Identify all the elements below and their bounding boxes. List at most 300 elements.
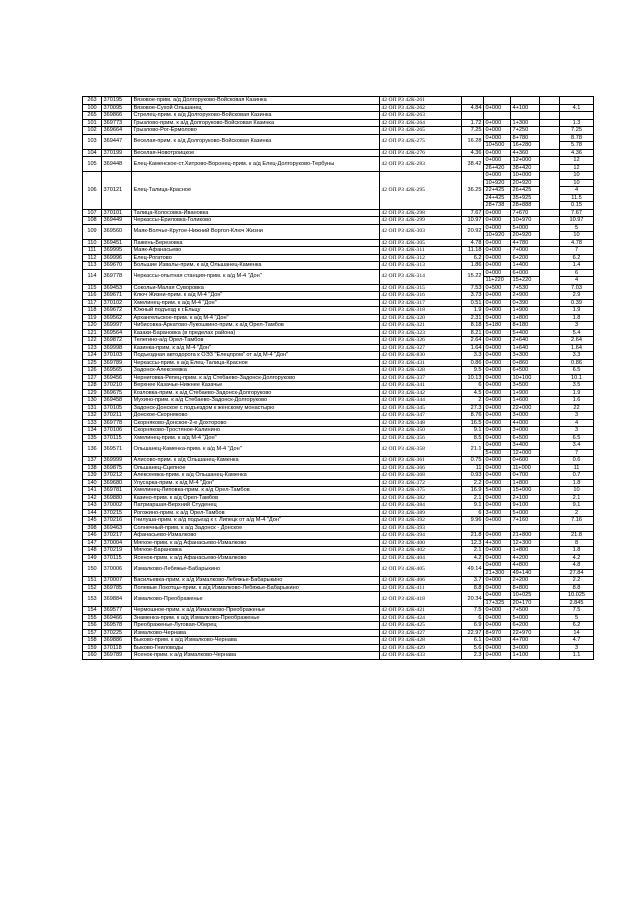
segment-end-cell-line: 6+200: [512, 622, 529, 628]
segment-end-cell: [511, 577, 540, 585]
segment-length-cell-line: 7.16: [571, 517, 582, 523]
row-number-cell: 131: [83, 404, 102, 412]
table-row: [83, 584, 594, 592]
blank-cell: [540, 434, 560, 442]
road-length-cell: 21.1: [462, 442, 484, 457]
road-code-cell: 42 ОП РЗ 42К-393: [380, 524, 462, 532]
road-length-cell: 2: [462, 397, 484, 405]
segment-length-cell-line: 21.8: [571, 532, 582, 538]
segment-end-cell-line: 3+000: [512, 427, 529, 433]
segment-end-cell: [511, 472, 540, 480]
road-name-cell: Измалково-Чернава: [132, 629, 380, 637]
road-code-cell: 42 ОП РЗ 42К-402: [380, 547, 462, 555]
segment-end-cell-line: 7+000: [512, 247, 529, 253]
road-name-cell: Маяк-Афанасьево: [132, 247, 380, 255]
segment-length-cell-line: 9.1: [572, 502, 581, 508]
segment-start-cell: [484, 382, 511, 390]
road-code-cell: 42 ОП РЗ 42К-295: [380, 172, 462, 210]
road-id-cell: 370007: [102, 577, 132, 585]
table-row: [83, 419, 594, 427]
road-code-cell: 42 ОП РЗ 42К-263: [380, 112, 462, 120]
road-name-cell: Рогожино-прим. к а/д Орел-Тамбов: [132, 509, 380, 517]
table-row: [83, 262, 594, 270]
segment-end-cell: [511, 539, 540, 547]
segment-end-cell-line: 0+860: [512, 359, 529, 366]
table-row: [83, 239, 594, 247]
road-length-cell: 0.86: [462, 359, 484, 367]
table-row: [83, 434, 594, 442]
blank-cell: [540, 404, 560, 412]
segment-end-cell: [511, 607, 540, 615]
segment-start-cell-line: 0+000: [485, 292, 502, 298]
table-row: [83, 479, 594, 487]
segment-start-cell: [484, 457, 511, 465]
segment-start-cell: [484, 127, 511, 135]
table-row: [83, 637, 594, 645]
blank-cell: [540, 172, 560, 210]
road-code-cell: 42 ОП РЗ 42К-358: [380, 442, 462, 457]
segment-end-cell-line: 4+100: [512, 104, 529, 111]
segment-end-cell-line: [511, 525, 539, 532]
blank-cell: [540, 584, 560, 592]
road-length-cell: 7.53: [462, 284, 484, 292]
row-number-cell: 110: [83, 239, 102, 247]
segment-start-cell-line: 0+000: [485, 494, 502, 501]
segment-end-cell: [511, 457, 540, 465]
road-id-cell: 369458: [102, 397, 132, 405]
segment-length-cell: [560, 652, 594, 660]
segment-end-cell: [511, 172, 540, 210]
row-number-cell: 101: [83, 119, 102, 127]
segment-end-cell: [511, 592, 540, 607]
row-number-cell: 157: [83, 629, 102, 637]
road-name-cell: Черкассы-опытная станция-прим. к а/д М-4 "Дон": [132, 269, 380, 284]
table-row: [83, 539, 594, 547]
segment-end-cell-line: 10+970: [512, 217, 532, 223]
row-number-cell: 155: [83, 614, 102, 622]
segment-start-cell-line: [484, 97, 510, 104]
segment-start-cell: [484, 427, 511, 435]
segment-start-cell-line: 0+000: [485, 427, 502, 433]
table-row: [83, 517, 594, 525]
blank-cell: [540, 637, 560, 645]
road-id-cell: 369671: [102, 292, 132, 300]
road-name-cell: Елец-Талица-Красное: [132, 172, 380, 210]
segment-end-cell: [511, 637, 540, 645]
segment-length-cell: [560, 374, 594, 382]
table-row: [83, 614, 594, 622]
segment-start-cell-line: 0+000: [485, 209, 502, 216]
segment-length-cell-line: 10.97: [569, 217, 584, 223]
segment-length-cell: [560, 442, 594, 457]
segment-start-cell: [484, 404, 511, 412]
road-name-cell: Васильевка-прим. к а/д Измалково-Лебяжье-Бабарыкино: [132, 577, 380, 585]
segment-start-cell-line: 0+000: [485, 442, 502, 448]
road-length-cell: 8.18: [462, 322, 484, 330]
segment-end-cell: [511, 382, 540, 390]
road-code-cell: 42 ОП РЗ 42К-326: [380, 337, 462, 345]
segment-end-cell: [511, 307, 540, 315]
table-row: [83, 404, 594, 412]
segment-length-cell-line: 4: [560, 276, 593, 284]
segment-length-cell-line: 1.8: [572, 314, 581, 321]
segment-start-cell-line: 0+000: [485, 622, 502, 628]
blank-cell: [540, 524, 560, 532]
road-id-cell: 369466: [102, 614, 132, 622]
row-number-cell: 120: [83, 322, 102, 330]
segment-start-cell: [484, 322, 511, 330]
segment-start-cell: [484, 329, 511, 337]
segment-start-cell: [484, 389, 511, 397]
row-number-cell: 132: [83, 412, 102, 420]
road-length-cell: 1.72: [462, 119, 484, 127]
segment-start-cell: [484, 224, 511, 239]
road-name-cell: Казаки-Барановка (в пределах района): [132, 329, 380, 337]
segment-start-cell-line: 0+000: [485, 344, 502, 351]
blank-cell: [540, 562, 560, 577]
table-row: [83, 344, 594, 352]
segment-start-cell-line: 0+000: [485, 412, 502, 418]
segment-end-cell-line: 2+200: [512, 577, 529, 583]
road-id-cell: 370216: [102, 517, 132, 525]
table-row: [83, 217, 594, 225]
row-number-cell: 116: [83, 292, 102, 300]
road-code-cell: 42 ОП РЗ 42К-350: [380, 427, 462, 435]
segment-start-cell-line: 5+180: [485, 322, 502, 328]
segment-length-cell-line: 12: [573, 157, 580, 163]
row-number-cell: 160: [83, 652, 102, 660]
segment-length-cell-line: 1.3: [572, 119, 581, 126]
segment-start-cell: [484, 344, 511, 352]
road-name-cell: Чибисовка-Аркатово-Лукошкино-прим. к а/д Орел-Тамбов: [132, 322, 380, 330]
segment-start-cell: [484, 502, 511, 510]
segment-start-cell-line: 0+000: [485, 404, 502, 411]
table-row: [83, 284, 594, 292]
segment-length-cell: [560, 299, 594, 307]
segment-end-cell-line: 5+000: [512, 614, 529, 621]
road-code-cell: 42 ОП РЗ 42К-305: [380, 239, 462, 247]
segment-length-cell: [560, 254, 594, 262]
blank-cell: [540, 292, 560, 300]
segment-end-cell: [511, 584, 540, 592]
row-number-cell: 143: [83, 502, 102, 510]
segment-end-cell-line: 15+000: [512, 487, 532, 493]
segment-end-cell: [511, 374, 540, 382]
road-name-cell: Вязовое-Сухой Ольшанец: [132, 104, 380, 112]
row-number-cell: 153: [83, 592, 102, 607]
segment-end-cell: [511, 299, 540, 307]
segment-end-cell-line: 22+970: [512, 629, 532, 636]
segment-start-cell-line: 0+000: [485, 464, 502, 471]
road-name-cell: Подъездная автодорога к ОЭЗ "Елецпром" от а/д М-4 "Дон": [132, 352, 380, 360]
blank-cell: [540, 554, 560, 562]
road-length-cell: 11.18: [462, 247, 484, 255]
row-number-cell: 146: [83, 532, 102, 540]
segment-end-cell-line: 7+530: [512, 284, 529, 291]
segment-length-cell: [560, 629, 594, 637]
segment-end-cell: [511, 97, 540, 105]
road-code-cell: 42 ОП РЗ 42К-316: [380, 292, 462, 300]
road-code-cell: 42 ОП РЗ 42К-372: [380, 479, 462, 487]
segment-end-cell: [511, 502, 540, 510]
segment-start-cell-line: 0+000: [485, 517, 502, 523]
segment-start-cell: [484, 524, 511, 532]
segment-length-cell-line: 4.8: [572, 562, 581, 568]
segment-end-cell-line: 5+400: [512, 329, 529, 336]
segment-end-cell: [511, 427, 540, 435]
road-name-cell: Веселая-Новотроицкое: [132, 149, 380, 157]
blank-cell: [540, 284, 560, 292]
segment-end-cell-line: 4+800: [512, 562, 529, 568]
segment-length-cell-line: 1.9: [572, 389, 581, 396]
road-length-cell: 6.2: [462, 254, 484, 262]
road-id-cell: 370105: [102, 404, 132, 412]
road-name-cell: Задонск-Донское с подъездом к женскому монастырю: [132, 404, 380, 412]
segment-end-cell: [511, 104, 540, 112]
road-name-cell: Грызлово-Рог-Ермолово: [132, 127, 380, 135]
segment-length-cell-line: 5: [574, 614, 579, 621]
road-length-cell: 21.8: [462, 532, 484, 540]
blank-cell: [540, 464, 560, 472]
segment-end-cell-line: 35+925: [511, 194, 539, 202]
segment-start-cell: [484, 254, 511, 262]
blank-cell: [540, 127, 560, 135]
road-id-cell: 369778: [102, 269, 132, 284]
road-name-cell: Измалково-Лебяжье-Бабарыкино: [132, 562, 380, 577]
segment-length-cell-line: 5: [574, 224, 579, 231]
segment-start-cell-line: 0+000: [485, 307, 502, 313]
segment-end-cell: [511, 487, 540, 495]
table-row: [83, 644, 594, 652]
road-id-cell: 369565: [102, 367, 132, 375]
road-id-cell: 369680: [102, 479, 132, 487]
row-number-cell: 140: [83, 479, 102, 487]
segment-length-cell-line: 1.6: [572, 397, 581, 403]
road-code-cell: 42 ОП РЗ 42К-405: [380, 562, 462, 577]
segment-end-cell: [511, 127, 540, 135]
road-name-cell: Ключ Жизни-прим. к а/д М-4 "Дон": [132, 292, 380, 300]
segment-start-cell-line: 11+220: [484, 276, 510, 284]
road-code-cell: 42 ОП РЗ 42К-265: [380, 127, 462, 135]
road-code-cell: 42 ОП РЗ 42К-411: [380, 584, 462, 592]
table-row: [83, 592, 594, 607]
blank-cell: [540, 157, 560, 172]
segment-length-cell: [560, 584, 594, 592]
segment-start-cell: [484, 614, 511, 622]
segment-end-cell: [511, 247, 540, 255]
segment-start-cell: [484, 562, 511, 577]
blank-cell: [540, 479, 560, 487]
segment-length-cell-line: 1.9: [572, 307, 581, 313]
road-code-cell: 42 ОП РЗ 42К-433: [380, 652, 462, 660]
road-code-cell: 42 ОП РЗ 42К-303: [380, 224, 462, 239]
segment-length-cell-line: 10: [573, 172, 580, 178]
road-id-cell: 370199: [102, 149, 132, 157]
segment-end-cell-line: 28+888: [511, 201, 539, 209]
table-row: [83, 247, 594, 255]
road-code-cell: 42 ОП РЗ 42К-313: [380, 262, 462, 270]
road-length-cell: [462, 524, 484, 532]
road-code-cell: 42 ОП РЗ 42К-311: [380, 247, 462, 255]
segment-end-cell-line: 10+000: [512, 172, 532, 178]
segment-end-cell: [511, 554, 540, 562]
segment-end-cell-line: 1+100: [512, 652, 529, 658]
road-length-cell: 20.92: [462, 224, 484, 239]
segment-end-cell-line: 3+000: [512, 644, 529, 651]
road-id-cell: 370215: [102, 509, 132, 517]
segment-length-cell: [560, 427, 594, 435]
road-name-cell: Ольшанец-Каменка-прим. к а/д М-4 "Дон": [132, 442, 380, 457]
segment-length-cell: [560, 359, 594, 367]
segment-start-cell: [484, 644, 511, 652]
table-row: [83, 314, 594, 322]
segment-length-cell-line: [560, 97, 593, 104]
blank-cell: [540, 652, 560, 660]
segment-start-cell: [484, 532, 511, 540]
road-name-cell: Грызлово-прим. к а/д Долгоруково-Войсковая Казинка: [132, 119, 380, 127]
segment-length-cell-line: 3: [574, 427, 579, 433]
road-id-cell: 369562: [102, 314, 132, 322]
segment-end-cell: [511, 314, 540, 322]
road-length-cell: 2.31: [462, 314, 484, 322]
segment-end-cell-line: [511, 112, 539, 119]
segment-start-cell: [484, 637, 511, 645]
road-name-cell: Скорняково-Тростяное-Калинино: [132, 427, 380, 435]
blank-cell: [540, 239, 560, 247]
road-name-cell: Ясенок-прим. к а/д Измалково-Чернава: [132, 652, 380, 660]
segment-start-cell-line: 22+425: [484, 186, 510, 194]
blank-cell: [540, 209, 560, 217]
segment-start-cell-line: 0+000: [485, 614, 502, 621]
road-length-cell: 38.42: [462, 157, 484, 172]
segment-start-cell-line: 0+000: [485, 652, 502, 658]
road-id-cell: 370115: [102, 434, 132, 442]
road-id-cell: 370006: [102, 562, 132, 577]
table-row: [83, 224, 594, 239]
row-number-cell: 121: [83, 329, 102, 337]
segment-length-cell: [560, 262, 594, 270]
segment-length-cell: [560, 307, 594, 315]
segment-end-cell-line: 4+000: [512, 419, 529, 426]
segment-end-cell-line: 1+900: [512, 389, 529, 396]
blank-cell: [540, 112, 560, 120]
table-row: [83, 119, 594, 127]
road-name-cell: Южный подъезд к г.Ельцу: [132, 307, 380, 315]
blank-cell: [540, 344, 560, 352]
road-id-cell: 369996: [102, 254, 132, 262]
road-id-cell: 369448: [102, 157, 132, 172]
blank-cell: [540, 397, 560, 405]
segment-length-cell-line: 1.4: [572, 262, 581, 268]
segment-start-cell: [484, 487, 511, 495]
blank-cell: [540, 97, 560, 105]
segment-end-cell-line: 16+280: [511, 141, 539, 149]
road-length-cell: 8.8: [462, 584, 484, 592]
segment-length-cell: [560, 127, 594, 135]
road-code-cell: 42 ОП РЗ 42К-400: [380, 539, 462, 547]
segment-length-cell: [560, 404, 594, 412]
segment-length-cell-line: 2.2: [572, 577, 581, 583]
roads-table: [82, 96, 594, 660]
road-code-cell: 42 ОП РЗ 42К-425: [380, 622, 462, 630]
road-id-cell: 369577: [102, 607, 132, 615]
road-length-cell: 2.1: [462, 547, 484, 555]
segment-end-cell-line: 26+425: [511, 186, 539, 194]
road-code-cell: 42 ОП РЗ 42К-345: [380, 404, 462, 412]
road-length-cell: 0.93: [462, 472, 484, 480]
road-length-cell: 3.73: [462, 292, 484, 300]
segment-end-cell-line: 20+920: [511, 231, 539, 239]
segment-length-cell: [560, 172, 594, 210]
segment-start-cell-line: 10+920: [484, 179, 510, 187]
table-row: [83, 292, 594, 300]
road-id-cell: 369672: [102, 307, 132, 315]
table-row: [83, 104, 594, 112]
segment-length-cell: [560, 134, 594, 149]
road-name-cell: Скорняково-Донское-2-е Дохторово: [132, 419, 380, 427]
road-name-cell: Задонск-Алексеевка: [132, 367, 380, 375]
road-id-cell: 369997: [102, 322, 132, 330]
road-length-cell: 1.64: [462, 344, 484, 352]
road-length-cell: 9.1: [462, 502, 484, 510]
road-id-cell: 370211: [102, 412, 132, 420]
road-length-cell: 16.28: [462, 134, 484, 149]
segment-length-cell: [560, 217, 594, 225]
segment-start-cell: [484, 172, 511, 210]
segment-length-cell: [560, 637, 594, 645]
segment-start-cell-line: 0+000: [485, 577, 502, 583]
segment-start-cell-line: 0+000: [485, 262, 502, 268]
segment-end-cell: [511, 292, 540, 300]
segment-start-cell-line: 0+000: [485, 359, 502, 366]
segment-end-cell: [511, 157, 540, 172]
row-number-cell: 125: [83, 359, 102, 367]
segment-start-cell-line: 26+420: [484, 164, 510, 172]
segment-start-cell: [484, 592, 511, 607]
segment-end-cell: [511, 509, 540, 517]
segment-start-cell-line: 0+000: [485, 254, 502, 261]
segment-end-cell: [511, 412, 540, 420]
road-id-cell: 370217: [102, 532, 132, 540]
row-number-cell: 127: [83, 374, 102, 382]
table-row: [83, 562, 594, 577]
road-length-cell: [462, 112, 484, 120]
segment-start-cell: [484, 509, 511, 517]
segment-end-cell: [511, 149, 540, 157]
table-row: [83, 397, 594, 405]
road-name-cell: Быково-Гниловоды: [132, 644, 380, 652]
road-name-cell: Сокольи-Малая Суворовка: [132, 284, 380, 292]
segment-length-cell: [560, 562, 594, 577]
road-name-cell: Мухино-прим. к а/д Стебаево-Задонск-Долгоруково: [132, 397, 380, 405]
segment-length-cell-line: 7.25: [571, 127, 582, 133]
segment-length-cell-line: 0.6: [572, 457, 581, 463]
segment-length-cell-line: 3: [574, 412, 579, 418]
segment-start-cell-line: 0+000: [485, 374, 502, 381]
row-number-cell: 147: [83, 539, 102, 547]
table-row: [83, 157, 594, 172]
row-number-cell: 137: [83, 457, 102, 465]
road-length-cell: 3.3: [462, 352, 484, 360]
segment-start-cell-line: 21+300: [484, 569, 510, 577]
segment-start-cell: [484, 442, 511, 457]
row-number-cell: 105: [83, 157, 102, 172]
table-row: [83, 442, 594, 457]
road-length-cell: 8.76: [462, 412, 484, 420]
segment-start-cell-line: 4+300: [485, 539, 502, 546]
segment-end-cell-line: 0+600: [512, 457, 529, 463]
blank-cell: [540, 254, 560, 262]
